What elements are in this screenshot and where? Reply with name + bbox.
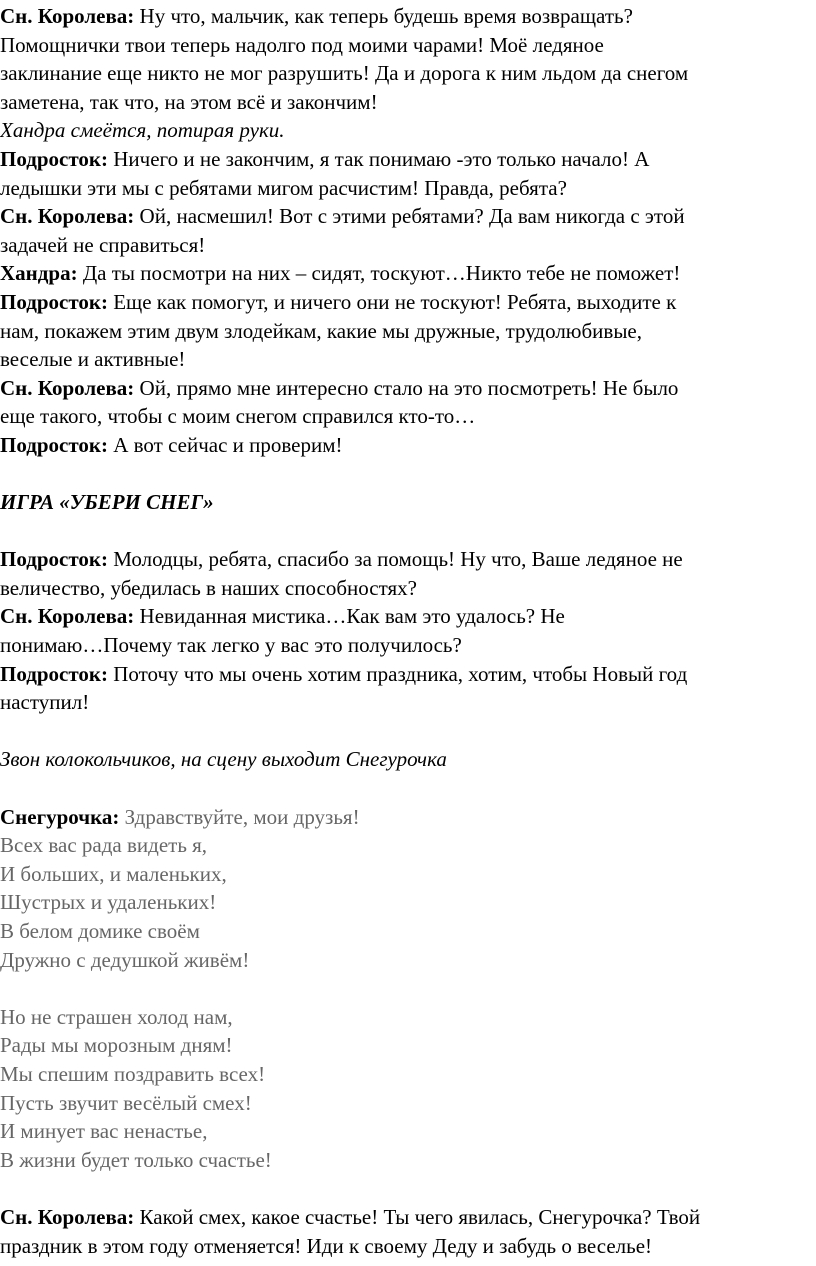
poem-line: Но не страшен холод нам, <box>0 1004 233 1029</box>
dialogue-text: Да ты посмотри на них – сидят, тоскуют…Никто тебе не поможет! <box>77 261 681 286</box>
document-page <box>0 2 816 1260</box>
dialogue-text: Невиданная мистика…Как вам это удалось? Не <box>134 604 565 629</box>
dialogue-text: Ой, прямо мне интересно стало на это посмотреть! Не было <box>134 375 679 400</box>
dialogue-line: понимаю…Почему так легко у вас это получилось? <box>0 633 462 658</box>
speaker-name: Подросток: <box>0 432 108 457</box>
stage-direction: Хандра смеётся, потирая руки. <box>0 118 285 143</box>
dialogue-block <box>0 374 816 431</box>
speaker-name: Сн. Королева: <box>0 4 135 28</box>
dialogue-block <box>0 431 816 460</box>
dialogue-line: нам, покажем этим двум злодейкам, какие мы дружные, трудолюбивые, <box>0 318 643 343</box>
speaker-name: Подросток: <box>0 289 108 314</box>
dialogue-text: Какой смех, какое счастье! Ты чего явилась, Снегурочка? Твой <box>134 1204 701 1229</box>
dialogue-text: Ну что, мальчик, как теперь будешь время возвращать? <box>134 4 633 28</box>
dialogue-block <box>0 288 816 374</box>
dialogue-block <box>0 145 816 202</box>
poem-line: Шустрых и удаленьких! <box>0 890 217 915</box>
dialogue-line: еще такого, чтобы с моим снегом справился кто-то… <box>0 404 476 429</box>
poem-line: В жизни будет только счастье! <box>0 1147 272 1172</box>
dialogue-block <box>0 1203 816 1260</box>
dialogue-line: Помощнички твои теперь надолго под моими чарами! Моё ледяное <box>0 32 604 57</box>
dialogue-line: веселые и активные! <box>0 347 186 372</box>
dialogue-line <box>0 288 816 317</box>
dialogue-line <box>0 145 816 174</box>
dialogue-line <box>0 259 816 288</box>
speaker-name: Сн. Королева: <box>0 1204 135 1229</box>
poem-line: И больших, и маленьких, <box>0 861 227 886</box>
dialogue-block <box>0 202 816 259</box>
dialogue-line <box>0 545 816 574</box>
dialogue-text: А вот сейчас и проверим! <box>107 432 343 457</box>
blank-line <box>0 1174 816 1203</box>
poem-block <box>0 803 816 1175</box>
speaker-name: Подросток: <box>0 661 108 686</box>
poem-line: Мы спешим поздравить всех! <box>0 1061 266 1086</box>
blank-line <box>0 517 816 546</box>
blank-line <box>0 717 816 746</box>
poem-line <box>0 803 816 832</box>
dialogue-block <box>0 602 816 659</box>
dialogue-line <box>0 660 816 689</box>
speaker-name: Хандра: <box>0 261 78 286</box>
speaker-name: Сн. Королева: <box>0 604 135 629</box>
poem-line: Дружно с дедушкой живём! <box>0 947 250 972</box>
dialogue-line: праздник в этом году отменяется! Иди к своему Деду и забудь о веселье! <box>0 1233 653 1258</box>
dialogue-line <box>0 1203 816 1232</box>
dialogue-line <box>0 602 816 631</box>
poem-line: В белом домике своём <box>0 919 200 943</box>
poem-line: Пусть звучит весёлый смех! <box>0 1090 252 1115</box>
speaker-name: Сн. Королева: <box>0 204 135 229</box>
dialogue-block <box>0 545 816 602</box>
dialogue-line: наступил! <box>0 690 90 715</box>
dialogue-block <box>0 660 816 717</box>
blank-line <box>0 774 816 803</box>
dialogue-text: Молодцы, ребята, спасибо за помощь! Ну что, Ваше ледяное не <box>107 547 683 572</box>
poem-text: Здравствуйте, мои друзья! <box>119 804 360 829</box>
speaker-name: Подросток: <box>0 146 108 171</box>
speaker-name: Сн. Королева: <box>0 375 135 400</box>
dialogue-line <box>0 202 816 231</box>
poem-line: Рады мы морозным дням! <box>0 1033 233 1058</box>
dialogue-text: Ой, насмешил! Вот с этими ребятами? Да вам никогда с этой <box>134 204 685 229</box>
dialogue-text: Ничего и не закончим, я так понимаю -это только начало! А <box>107 146 650 171</box>
poem-line: И минует вас ненастье, <box>0 1119 208 1144</box>
dialogue-line <box>0 374 816 403</box>
poem-line: Всех вас рада видеть я, <box>0 833 208 858</box>
dialogue-text: Еще как помогут, и ничего они не тоскуют! Ребята, выходите к <box>107 289 677 314</box>
dialogue-line <box>0 431 816 460</box>
dialogue-line: задачей не справиться! <box>0 232 206 257</box>
dialogue-line: заклинание еще никто не мог разрушить! Да и дорога к ним льдом да снегом <box>0 61 689 86</box>
dialogue-text: Поточу что мы очень хотим праздника, хотим, чтобы Новый год <box>107 661 688 686</box>
blank-line <box>0 460 816 489</box>
dialogue-block <box>0 259 816 288</box>
speaker-name: Подросток: <box>0 547 108 572</box>
dialogue-line: ледышки эти мы с ребятами мигом расчистим! Правда, ребята? <box>0 175 567 200</box>
dialogue-line <box>0 2 816 31</box>
dialogue-line: величество, убедилась в наших способностях? <box>0 575 417 600</box>
dialogue-line: заметена, так что, на этом всё и закончим! <box>0 89 378 114</box>
stage-direction: Звон колокольчиков, на сцену выходит Снегурочка <box>0 747 447 772</box>
dialogue-block <box>0 2 816 116</box>
game-heading: ИГРА «УБЕРИ СНЕГ» <box>0 490 214 515</box>
speaker-name: Снегурочка: <box>0 804 120 829</box>
blank-line <box>0 974 816 1003</box>
